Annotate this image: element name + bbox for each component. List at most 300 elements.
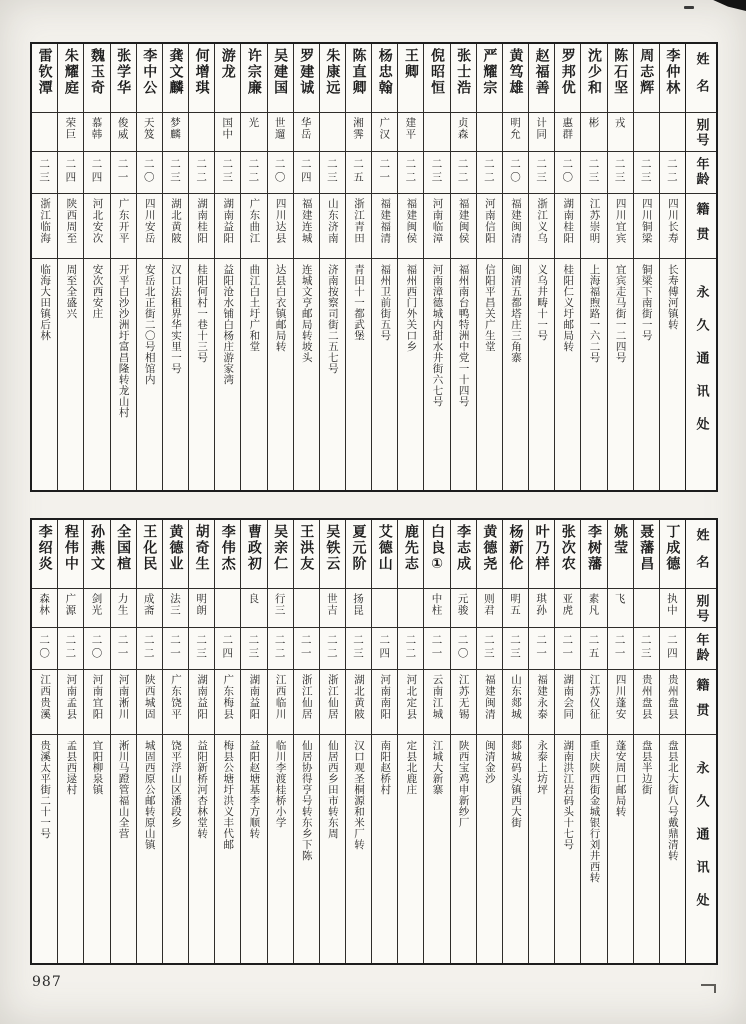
person-address: 临川李渡桂桥小学	[268, 734, 293, 963]
person-alias: 惠群	[555, 112, 580, 151]
person-address: 仙居西乡田市转东周	[320, 734, 345, 963]
person-alias: 梦麟	[163, 112, 188, 151]
header-native-place: 籍贯	[686, 193, 716, 258]
person-alias: 彬	[581, 112, 606, 151]
person-column	[502, 44, 528, 490]
person-alias	[215, 588, 240, 627]
person-column	[659, 44, 685, 490]
person-native: 河南孟县	[58, 669, 83, 734]
person-column	[528, 44, 554, 490]
person-age: 二四	[84, 151, 109, 193]
person-alias: 华岳	[294, 112, 319, 151]
person-name: 朱耀庭	[62, 48, 79, 96]
person-address: 益阳赵塘基李方顺转	[241, 734, 266, 963]
person-alias: 琪孙	[529, 588, 554, 627]
person-alias: 法三	[163, 588, 188, 627]
person-alias: 湘霁	[346, 112, 371, 151]
person-native: 贵州盘县	[660, 669, 685, 734]
page-number: 987	[32, 974, 62, 990]
person-address: 汉口观圣桐源和米厂转	[346, 734, 371, 963]
person-column	[32, 520, 57, 963]
person-age: 二三	[346, 627, 371, 669]
person-native: 四川宜宾	[608, 193, 633, 258]
person-columns	[32, 44, 685, 490]
person-address: 开平白沙沙洲圩富昌隆转龙山村	[111, 258, 136, 490]
person-age: 二一	[529, 627, 554, 669]
person-name: 胡奇生	[193, 524, 210, 572]
person-name: 黄笃雄	[507, 48, 524, 96]
person-age: 二一	[163, 627, 188, 669]
person-alias: 剑光	[84, 588, 109, 627]
person-alias: 世遛	[268, 112, 293, 151]
person-alias	[634, 112, 659, 151]
person-address: 安岳北正街二〇号相馆内	[137, 258, 162, 490]
person-address: 连城文亨邮局转坡头	[294, 258, 319, 490]
person-native: 广东曲江	[241, 193, 266, 258]
person-alias: 行三	[268, 588, 293, 627]
person-alias: 计同	[529, 112, 554, 151]
person-address: 郯城码头镇西大街	[503, 734, 528, 963]
person-native: 贵州盘县	[634, 669, 659, 734]
person-column	[267, 520, 293, 963]
person-age: 二二	[320, 627, 345, 669]
person-native: 江苏无锡	[451, 669, 476, 734]
person-name: 游龙	[219, 48, 236, 80]
person-age: 二三	[529, 151, 554, 193]
person-alias: 光	[241, 112, 266, 151]
person-name: 倪昭恒	[429, 48, 446, 96]
person-column	[162, 44, 188, 490]
person-alias: 则君	[477, 588, 502, 627]
person-column	[371, 44, 397, 490]
person-name: 全国楦	[115, 524, 132, 572]
person-address: 梅县公塘圩洪义丰代邮	[215, 734, 240, 963]
person-address: 益阳沧水铺白杨庄游家湾	[215, 258, 240, 490]
person-address: 临海大田镇后林	[32, 258, 57, 490]
person-name: 严耀宗	[481, 48, 498, 96]
person-native: 四川蓬安	[608, 669, 633, 734]
person-age: 二四	[372, 627, 397, 669]
person-column	[110, 44, 136, 490]
person-name: 鹿先志	[402, 524, 419, 572]
person-name: 李伟杰	[219, 524, 236, 572]
header-name: 姓名	[693, 52, 709, 106]
person-column	[162, 520, 188, 963]
person-age: 二三	[163, 151, 188, 193]
header-column	[685, 44, 716, 490]
person-address: 淅川马蹬管福山全营	[111, 734, 136, 963]
person-column	[371, 520, 397, 963]
person-column	[397, 44, 423, 490]
person-column	[319, 520, 345, 963]
person-column	[136, 44, 162, 490]
person-alias: 贞森	[451, 112, 476, 151]
person-age: 二二	[189, 151, 214, 193]
person-column	[188, 44, 214, 490]
person-column	[423, 520, 449, 963]
header-permanent-address: 永久通讯处	[686, 734, 716, 963]
person-age: 二二	[451, 151, 476, 193]
person-name: 罗邦优	[559, 48, 576, 96]
person-native: 江苏崇明	[581, 193, 606, 258]
person-native: 河南淅川	[111, 669, 136, 734]
person-name: 赵福善	[533, 48, 550, 96]
person-address: 盘县半边街	[634, 734, 659, 963]
person-native: 广东开平	[111, 193, 136, 258]
person-address: 桂阳何村一巷十三号	[189, 258, 214, 490]
person-column	[240, 44, 266, 490]
person-column	[580, 520, 606, 963]
person-address: 铜梁下南街一号	[634, 258, 659, 490]
person-age: 二五	[581, 627, 606, 669]
person-native: 湖北黄陂	[163, 193, 188, 258]
person-column	[607, 520, 633, 963]
person-native: 陕西周至	[58, 193, 83, 258]
person-address: 河南漳德城内甜水井街六七号	[424, 258, 449, 490]
person-address: 湖南洪江岩码头十七号	[555, 734, 580, 963]
person-native: 福建永泰	[529, 669, 554, 734]
person-native: 浙江仙居	[320, 669, 345, 734]
person-native: 山东郯城	[503, 669, 528, 734]
header-name: 姓名	[693, 528, 709, 582]
person-address: 安次西安庄	[84, 258, 109, 490]
person-column	[32, 44, 57, 490]
person-alias	[398, 588, 423, 627]
person-address: 仙居协得亨号转东乡下陈	[294, 734, 319, 963]
person-native: 湖北黄陂	[346, 669, 371, 734]
person-alias: 明朗	[189, 588, 214, 627]
person-name: 陈直卿	[350, 48, 367, 96]
person-age: 二〇	[451, 627, 476, 669]
person-age: 二三	[241, 627, 266, 669]
person-age: 二一	[608, 627, 633, 669]
person-name: 王卿	[402, 48, 419, 80]
person-column	[659, 520, 685, 963]
person-column	[633, 44, 659, 490]
person-age: 二〇	[503, 151, 528, 193]
header-alias: 别号	[686, 112, 716, 151]
person-age: 二三	[634, 627, 659, 669]
person-address: 城固西原公邮转原山镇	[137, 734, 162, 963]
person-column	[450, 44, 476, 490]
person-native: 福建闽清	[477, 669, 502, 734]
person-column	[136, 520, 162, 963]
person-column	[293, 44, 319, 490]
person-age: 二〇	[32, 627, 57, 669]
person-column	[502, 520, 528, 963]
directory-table	[30, 518, 718, 965]
person-name: 李绍炎	[36, 524, 53, 572]
person-alias	[660, 112, 685, 151]
header-alias: 别号	[686, 588, 716, 627]
person-column	[57, 520, 83, 963]
person-name: 程伟中	[62, 524, 79, 572]
person-native: 广东梅县	[215, 669, 240, 734]
person-name: 许宗廉	[245, 48, 262, 96]
person-column	[188, 520, 214, 963]
person-address: 贵溪太平街二十一号	[32, 734, 57, 963]
person-column	[476, 520, 502, 963]
person-alias: 素凡	[581, 588, 606, 627]
person-alias	[294, 588, 319, 627]
person-name: 王化民	[141, 524, 158, 572]
person-native: 江西贵溪	[32, 669, 57, 734]
person-age: 二一	[111, 151, 136, 193]
person-address: 宜阳柳泉镇	[84, 734, 109, 963]
scan-artifact-bottom-right	[701, 984, 716, 993]
person-age: 二三	[634, 151, 659, 193]
person-address: 南阳赵桥村	[372, 734, 397, 963]
person-native: 山东济南	[320, 193, 345, 258]
person-column	[319, 44, 345, 490]
person-alias: 飞	[608, 588, 633, 627]
person-column	[293, 520, 319, 963]
person-address: 重庆陕西街金城银行刘井西转	[581, 734, 606, 963]
person-address: 盘县北大街八号戴鼎清转	[660, 734, 685, 963]
person-alias: 森林	[32, 588, 57, 627]
person-native: 福建闽侯	[451, 193, 476, 258]
person-alias: 广汉	[372, 112, 397, 151]
person-name: 聂藩昌	[638, 524, 655, 572]
person-column	[450, 520, 476, 963]
person-column	[397, 520, 423, 963]
person-alias: 亚虎	[555, 588, 580, 627]
person-address: 陕西宝鸡申新纱厂	[451, 734, 476, 963]
person-column	[528, 520, 554, 963]
person-alias: 天笈	[137, 112, 162, 151]
person-alias: 中柱	[424, 588, 449, 627]
person-native: 四川达县	[268, 193, 293, 258]
person-age: 二二	[398, 151, 423, 193]
person-column	[110, 520, 136, 963]
person-age: 二一	[294, 627, 319, 669]
person-native: 福建闽清	[503, 193, 528, 258]
person-address: 永泰上坊坪	[529, 734, 554, 963]
person-alias: 明五	[503, 588, 528, 627]
person-native: 湖南益阳	[215, 193, 240, 258]
person-age: 二四	[215, 627, 240, 669]
person-name: 朱康远	[324, 48, 341, 96]
person-native: 河南宜阳	[84, 669, 109, 734]
person-alias: 成斋	[137, 588, 162, 627]
person-native: 湖南会同	[555, 669, 580, 734]
person-native: 广东饶平	[163, 669, 188, 734]
person-address: 孟县西逯村	[58, 734, 83, 963]
person-name: 沈少和	[585, 48, 602, 96]
person-name: 丁成德	[664, 524, 681, 572]
person-name: 吴建国	[272, 48, 289, 96]
scan-artifact-top-right	[706, 0, 746, 11]
person-native: 福建连城	[294, 193, 319, 258]
person-name: 夏元阶	[350, 524, 367, 572]
person-column	[57, 44, 83, 490]
person-name: 白良①	[429, 524, 446, 574]
person-address: 上海福煦路一六二号	[581, 258, 606, 490]
person-native: 陕西城固	[137, 669, 162, 734]
person-address: 周至全盛兴	[58, 258, 83, 490]
person-name: 黄德尧	[481, 524, 498, 572]
person-address: 桂阳仁义圩邮局转	[555, 258, 580, 490]
person-column	[476, 44, 502, 490]
person-alias	[320, 112, 345, 151]
person-alias: 戎	[608, 112, 633, 151]
person-alias: 执中	[660, 588, 685, 627]
person-address: 汉口法租界华实里一号	[163, 258, 188, 490]
person-column	[580, 44, 606, 490]
person-alias	[477, 112, 502, 151]
person-age: 二一	[111, 627, 136, 669]
person-name: 陈石坚	[612, 48, 629, 96]
person-column	[83, 44, 109, 490]
person-alias	[189, 112, 214, 151]
person-name: 李中公	[141, 48, 158, 96]
person-address: 福州南台鸭特洲中党一十四号	[451, 258, 476, 490]
person-column	[240, 520, 266, 963]
person-age: 二一	[372, 151, 397, 193]
person-name: 周志辉	[638, 48, 655, 96]
person-address: 饶平浮山区潘段乡	[163, 734, 188, 963]
person-age: 二〇	[268, 151, 293, 193]
person-address: 信阳平昌关广生堂	[477, 258, 502, 490]
person-native: 湖南桂阳	[555, 193, 580, 258]
person-age: 二二	[398, 627, 423, 669]
person-native: 湖南益阳	[189, 669, 214, 734]
scan-artifact-dash	[684, 6, 694, 9]
person-age: 二二	[660, 151, 685, 193]
person-address: 闽清五都塔庄三角寨	[503, 258, 528, 490]
person-age: 二〇	[84, 627, 109, 669]
person-name: 姚莹	[612, 524, 629, 556]
person-age: 二〇	[555, 151, 580, 193]
person-native: 湖南益阳	[241, 669, 266, 734]
person-column	[554, 44, 580, 490]
person-age: 二二	[268, 627, 293, 669]
person-native: 江西临川	[268, 669, 293, 734]
header-column	[685, 520, 716, 963]
person-alias: 广源	[58, 588, 83, 627]
header-permanent-address: 永久通讯处	[686, 258, 716, 490]
directory-table	[30, 42, 718, 492]
person-alias: 俊威	[111, 112, 136, 151]
person-name: 孙燕文	[88, 524, 105, 572]
person-age: 二三	[189, 627, 214, 669]
person-alias: 荣巨	[58, 112, 83, 151]
person-name: 李志成	[455, 524, 472, 572]
person-columns	[32, 520, 685, 963]
person-address: 义乌井畴十一号	[529, 258, 554, 490]
person-native: 云南江城	[424, 669, 449, 734]
person-name: 杨新伦	[507, 524, 524, 572]
person-alias	[634, 588, 659, 627]
person-address: 江城大新寨	[424, 734, 449, 963]
person-native: 浙江义乌	[529, 193, 554, 258]
person-name: 叶乃样	[533, 524, 550, 572]
person-native: 河南临漳	[424, 193, 449, 258]
person-age: 二四	[660, 627, 685, 669]
person-name: 雷钦潭	[36, 48, 53, 96]
person-address: 闽清金沙	[477, 734, 502, 963]
header-age: 年龄	[686, 627, 716, 669]
person-alias: 扬昆	[346, 588, 371, 627]
person-native: 四川安岳	[137, 193, 162, 258]
person-age: 二三	[32, 151, 57, 193]
person-age: 二三	[424, 151, 449, 193]
person-alias	[372, 588, 397, 627]
person-age: 二二	[477, 151, 502, 193]
person-native: 河南信阳	[477, 193, 502, 258]
person-age: 二四	[58, 151, 83, 193]
person-name: 张士浩	[455, 48, 472, 96]
person-age: 二二	[137, 627, 162, 669]
person-native: 浙江仙居	[294, 669, 319, 734]
directory-table-bottom	[30, 518, 718, 965]
person-age: 二三	[477, 627, 502, 669]
person-alias: 明允	[503, 112, 528, 151]
person-name: 李树藩	[585, 524, 602, 572]
person-address: 益阳新桥河杏林堂转	[189, 734, 214, 963]
person-native: 福建闽侯	[398, 193, 423, 258]
person-address: 定县北鹿庄	[398, 734, 423, 963]
person-name: 张学华	[115, 48, 132, 96]
person-address: 长寿傅河镇转	[660, 258, 685, 490]
person-column	[214, 520, 240, 963]
person-name: 李仲林	[664, 48, 681, 96]
person-address: 福州卫前街五号	[372, 258, 397, 490]
person-native: 四川铜梁	[634, 193, 659, 258]
person-alias	[32, 112, 57, 151]
person-column	[633, 520, 659, 963]
person-name: 龚文麟	[167, 48, 184, 96]
person-age: 二三	[581, 151, 606, 193]
person-column	[423, 44, 449, 490]
person-name: 杨忠翰	[376, 48, 393, 96]
person-native: 福建福清	[372, 193, 397, 258]
person-name: 吴亲仁	[272, 524, 289, 572]
person-age: 二〇	[137, 151, 162, 193]
person-address: 青田十一都武堡	[346, 258, 371, 490]
person-name: 吴铁云	[324, 524, 341, 572]
person-alias: 力生	[111, 588, 136, 627]
person-alias: 元骏	[451, 588, 476, 627]
person-age: 二一	[555, 627, 580, 669]
person-alias: 世吉	[320, 588, 345, 627]
person-age: 二三	[608, 151, 633, 193]
person-address: 宜宾走马街一二四号	[608, 258, 633, 490]
person-age: 二三	[503, 627, 528, 669]
person-age: 二一	[424, 627, 449, 669]
header-native-place: 籍贯	[686, 669, 716, 734]
person-name: 曹政初	[245, 524, 262, 572]
person-native: 浙江临海	[32, 193, 57, 258]
person-alias: 建平	[398, 112, 423, 151]
person-name: 罗建诚	[298, 48, 315, 96]
person-native: 四川长寿	[660, 193, 685, 258]
person-native: 湖南桂阳	[189, 193, 214, 258]
person-address: 福州西门外关口乡	[398, 258, 423, 490]
person-name: 艾德山	[376, 524, 393, 572]
person-column	[345, 44, 371, 490]
header-age: 年龄	[686, 151, 716, 193]
person-name: 魏玉奇	[88, 48, 105, 96]
person-column	[83, 520, 109, 963]
person-address: 济南按察司街二五七号	[320, 258, 345, 490]
person-address: 达县白衣镇邮局转	[268, 258, 293, 490]
person-native: 河北安次	[84, 193, 109, 258]
directory-table-top	[30, 42, 718, 492]
person-column	[554, 520, 580, 963]
person-native: 浙江青田	[346, 193, 371, 258]
person-column	[267, 44, 293, 490]
